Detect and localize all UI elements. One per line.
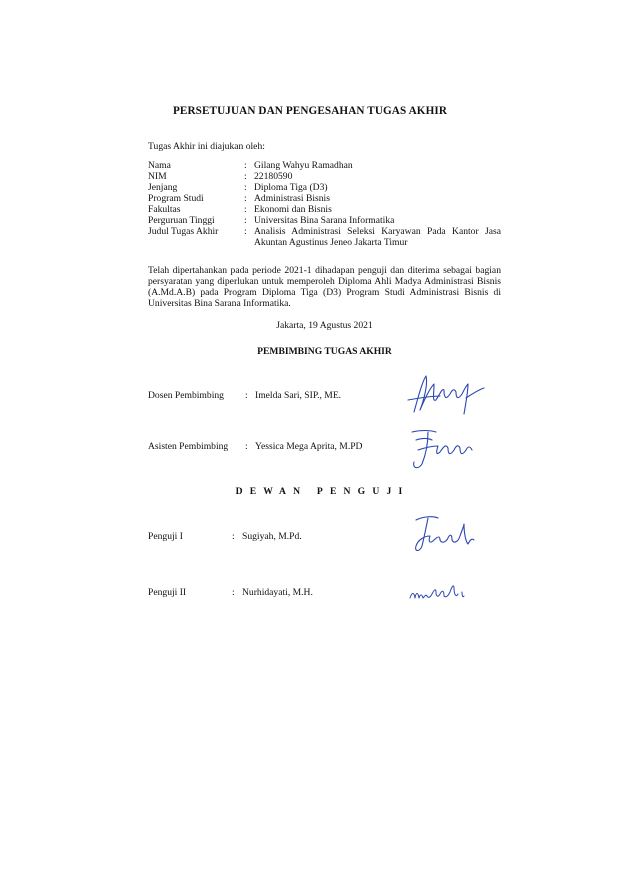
info-colon: :	[244, 193, 247, 204]
signatory-name: Nurhidayati, M.H.	[242, 587, 313, 598]
info-label: NIM	[148, 171, 167, 182]
info-row-jenjang	[148, 182, 501, 193]
approval-paragraph: Telah dipertahankan pada periode 2021-1 dihadapan penguji dan diterima sebagai bagian persyaratan yang diperlukan untuk memperoleh Diploma Ahli Madya Administrasi Bisnis (A.Md.A.B) pada Program Diploma Tiga (D3) Program Studi Administrasi Bisnis di Universitas Bina Sarana Informatika.	[148, 265, 501, 309]
info-value: Ekonomi dan Bisnis	[254, 204, 332, 215]
info-value: 22180590	[254, 171, 293, 182]
signatory-label: Penguji I	[148, 531, 183, 542]
signatory-name: Yessica Mega Aprita, M.PD	[255, 441, 363, 452]
info-label: Judul Tugas Akhir	[148, 226, 219, 237]
info-colon: :	[244, 226, 247, 237]
signature-image	[404, 510, 480, 558]
info-colon: :	[244, 182, 247, 193]
info-row-fakultas	[148, 204, 501, 215]
signature-image	[406, 578, 472, 606]
info-row-judul	[148, 226, 501, 248]
info-label: Program Studi	[148, 193, 204, 204]
info-label: Fakultas	[148, 204, 181, 215]
info-label: Jenjang	[148, 182, 178, 193]
signatory-colon: :	[245, 441, 248, 452]
info-colon: :	[244, 204, 247, 215]
signatory-name: Imelda Sari, SIP., ME.	[255, 390, 342, 401]
signatory-label: Asisten Pembimbing	[148, 441, 229, 452]
info-label: Perguruan Tinggi	[148, 215, 215, 226]
signatory-colon: :	[232, 587, 235, 598]
signatory-row-asisten-pembimbing	[148, 441, 362, 452]
signatory-colon: :	[245, 390, 248, 401]
signatory-colon: :	[232, 531, 235, 542]
info-label: Nama	[148, 160, 171, 171]
student-info-table	[148, 160, 501, 248]
info-colon: :	[244, 215, 247, 226]
info-value: Universitas Bina Sarana Informatika	[254, 215, 395, 226]
signatory-label: Dosen Pembimbing	[148, 390, 224, 401]
intro-text: Tugas Akhir ini diajukan oleh:	[148, 141, 265, 152]
info-row-program-studi	[148, 193, 501, 204]
pembimbing-heading: PEMBIMBING TUGAS AKHIR	[257, 346, 392, 357]
info-value: Administrasi Bisnis	[254, 193, 330, 204]
signatory-name: Sugiyah, M.Pd.	[242, 531, 302, 542]
info-value: Analisis Administrasi Seleksi Karyawan Pada Kantor Jasa Akuntan Agustinus Jeneo Jakarta Timur	[254, 226, 501, 248]
info-colon: :	[244, 160, 247, 171]
signatory-row-penguji-2	[148, 587, 313, 598]
signature-image	[400, 370, 490, 420]
penguji-heading: DEWAN PENGUJI	[235, 486, 410, 497]
signatory-label: Penguji II	[148, 587, 187, 598]
date-line: Jakarta, 19 Agustus 2021	[276, 320, 373, 331]
info-row-nim	[148, 171, 501, 182]
signatory-row-dosen-pembimbing	[148, 390, 341, 401]
signatory-row-penguji-1	[148, 531, 302, 542]
info-value: Gilang Wahyu Ramadhan	[254, 160, 353, 171]
page-title: PERSETUJUAN DAN PENGESAHAN TUGAS AKHIR	[173, 105, 447, 117]
info-value: Diploma Tiga (D3)	[254, 182, 328, 193]
signature-image	[402, 424, 482, 474]
info-row-perguruan-tinggi	[148, 215, 501, 226]
info-row-nama	[148, 160, 501, 171]
info-colon: :	[244, 171, 247, 182]
